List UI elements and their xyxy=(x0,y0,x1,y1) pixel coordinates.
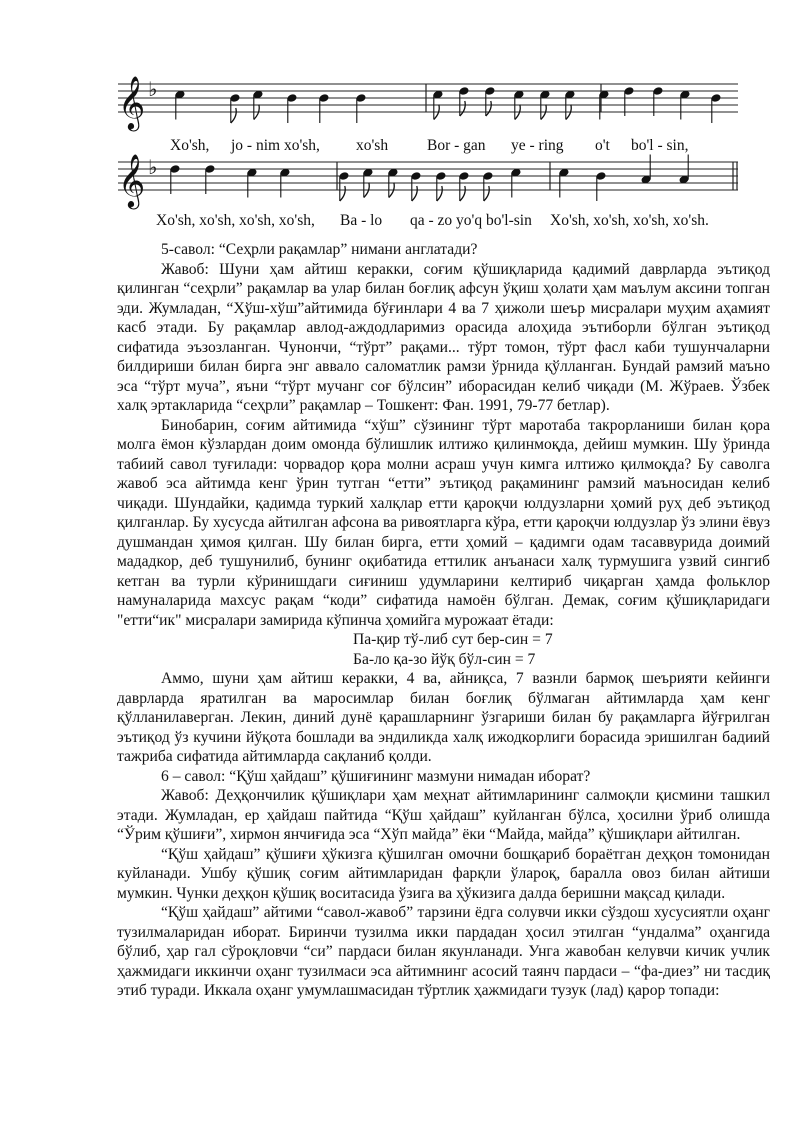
paragraph: Бинобарин, соғим айтимида “хўш” сўзининг тўрт маротаба такрорланиши билан қора молга ёмон кўзлардан доим омонда бўлишлик илтижо қилинмоқда, дейиш мумкин. Шу ўринда табиий савол туғилади: чорвадор қора молни асраш учун кимга илтижо қилмоқда? Бу саволга жавоб эса айтимда кенг ўрин тутган “етти” эътиқод рақамининг рамзий маъносидан келиб чиқади. Шундайки, қадимда туркий халқлар етти қароқчи юлдузларни ҳомий руҳ деб эътиқод қилганлар. Бу хусусда айтилган афсона ва ривоятларга кўра, етти қароқчи юлдузлар ўз элини ёвуз душмандан ҳимоя қилган. Шу билан бирга, етти ҳомий – қадимги одам тасаввурида доимий мададкор, деб тушунилиб, бунинг оқибатида еттилик анъанаси халқ турмушига узвий сингиб кетган ва турли кўринишдаги сиғиниш удумларини келтириб чиқарган ҳамда фольклор намуналарида махсус рақам “коди” сифатида намоён бўлган. Демак, соғим қўшиқларидаги "етти“ик" мисралари замирида кўпинча ҳомийга мурожаат ётади: xyxy=(117,416,770,629)
note-flag xyxy=(231,108,236,123)
lyric-syllable: Xo'sh, xyxy=(170,137,210,154)
lyric-syllable: Bor - gan xyxy=(427,137,486,154)
paragraph: “Қўш ҳайдаш” айтими “савол-жавоб” тарзини ёдга солувчи икки сўздош хусусиятли оҳанг тузилмаларидан иборат. Биринчи тузилма икки пардадан ҳосил этилган “ундалма” оҳангида бўлиб, ҳар гал сўроқловчи “си” пардаси билан якунланади. Унга жавобан келувчи кичик учлик ҳажмидаги иккинчи оҳанг тузилмаси эса айтимнинг асосий таянч пардаси – “фа-диез” ни тасдиқ этиб туради. Иккала оҳанг умумлашмасидан тўртлик ҳажмидаги тузук (лад) қарор топади: xyxy=(117,904,770,999)
lyric-syllable: xo'sh xyxy=(356,137,389,154)
lyric-syllable: Xo'sh, xo'sh, xo'sh, xo'sh. xyxy=(550,212,709,229)
paragraph: “Қўш ҳайдаш” қўшиғи ҳўкизга қўшилган омочни бошқариб бораётган деҳқон томонидан куйланади. Ушбу қўшиқ соғим айтимларидан фарқли ўлароқ, баралла овоз билан айтиши мумкин. Чунки деҳқон қўшиқ воситасида ўзига ва ҳўкизига далда беришни мақсад қилади. xyxy=(117,845,770,902)
lyric-syllable: ye - ring xyxy=(511,137,564,154)
lyrics-line-2 xyxy=(118,212,738,232)
note-flag xyxy=(460,101,465,116)
treble-clef-icon: 𝄞 xyxy=(118,153,146,207)
staff-2-notation xyxy=(118,150,738,220)
note-flag xyxy=(484,186,489,201)
question-heading: 6 – савол: “Қўш ҳайдаш” қўшиғининг мазмуни нимадан иборат? xyxy=(161,767,591,785)
staff-1-notation xyxy=(118,72,738,142)
flat-sign-icon: ♭ xyxy=(148,77,158,101)
paragraph: Жавоб: Шуни ҳам айтиш керакки, соғим қўшиқларида қадимий даврларда эътиқод қилинган “сеҳрли” рақамлар ва улар билан боғлиқ афсун ўқиш ҳолати ҳам маълум аксини топган эди. Жумладан, “Хўш-хўш”айтимида бўғинлари 4 ва 7 ҳижоли шеър мисралари муҳим аҳамият касб этади. Бу рақамлар авлод-аждодларимиз орасида алоҳида эътиборли бўлган эътиқод сифатида эъзозланган. Чунончи, “тўрт” рақами... тўрт томон, тўрт фасл каби тушунчаларни билдириши билан бирга энг аввало саломатлик рамзи ўрнида қўлланган. Бундай рамзий маъно эса “тўрт муча”, яъни “тўрт мучанг соғ бўлсин” иборасидан келиб чиқади (М. Жўраев. Ўзбек халқ эртакларида “сеҳрли” рақамлар – Тошкент: Фан. 1991, 79-77 бетлар). xyxy=(117,260,770,414)
note-flag xyxy=(412,186,417,201)
paragraph: Жавоб: Деҳқончилик қўшиқлари ҳам меҳнат айтимларининг салмоқли қисмини ташкил этади. Жумладан, ер ҳайдаш пайтида “Қўш ҳайдаш” куйланган бўлса, ҳосилни ўриб олишда “Ўрим қўшиғи”, хирмон янчиғида эса “Хўп майда” ёки “Майда, майда” қўшиқлари айтилган. xyxy=(117,787,770,843)
note-flag xyxy=(437,186,442,201)
lyric-syllable: jo - nim xo'sh, xyxy=(231,137,320,154)
lyric-syllable: bo'l - sin, xyxy=(631,137,689,154)
document-body xyxy=(117,240,770,1001)
verse-line: Ба-ло қа-зо йўқ бўл-син = 7 xyxy=(353,650,536,668)
paragraph: Аммо, шуни ҳам айтиш керакки, 4 ва, айниқса, 7 вазнли бармоқ шеърияти кейинги даврларда яратилган ва маросимлар билан боғлиқ бўлмаган айтимларда ҳам кенг қўлланилаверган. Лекин, диний дунё қарашларнинг ўзгариши билан бу рақамларга йўғрилган эътиқод ўз кучини йўқота бошлади ва эндиликда халқ ижодкорлиги борасида эришилган бадиий тажриба сифатида айтимларда сақланиб қолди. xyxy=(117,670,770,765)
note-flag xyxy=(340,186,345,201)
flat-sign-icon: ♭ xyxy=(148,155,158,179)
verse-line: Па-қир тў-либ сут бер-син = 7 xyxy=(353,631,553,648)
question-heading: 5-савол: “Сеҳрли рақамлар” нимани англатади? xyxy=(161,241,478,258)
lyric-syllable: Xo'sh, xo'sh, xo'sh, xo'sh, xyxy=(156,212,315,229)
music-staff-line-2 xyxy=(118,150,738,238)
note-flag xyxy=(460,186,465,201)
treble-clef-icon: 𝄞 xyxy=(118,75,146,129)
note-flag xyxy=(486,101,491,116)
lyric-syllable: qa - zo yo'q bo'l-sin xyxy=(410,212,532,229)
music-staff-line-1 xyxy=(118,72,738,160)
lyric-syllable: o't xyxy=(595,137,610,154)
lyric-syllable: Ba - lo xyxy=(340,212,383,229)
